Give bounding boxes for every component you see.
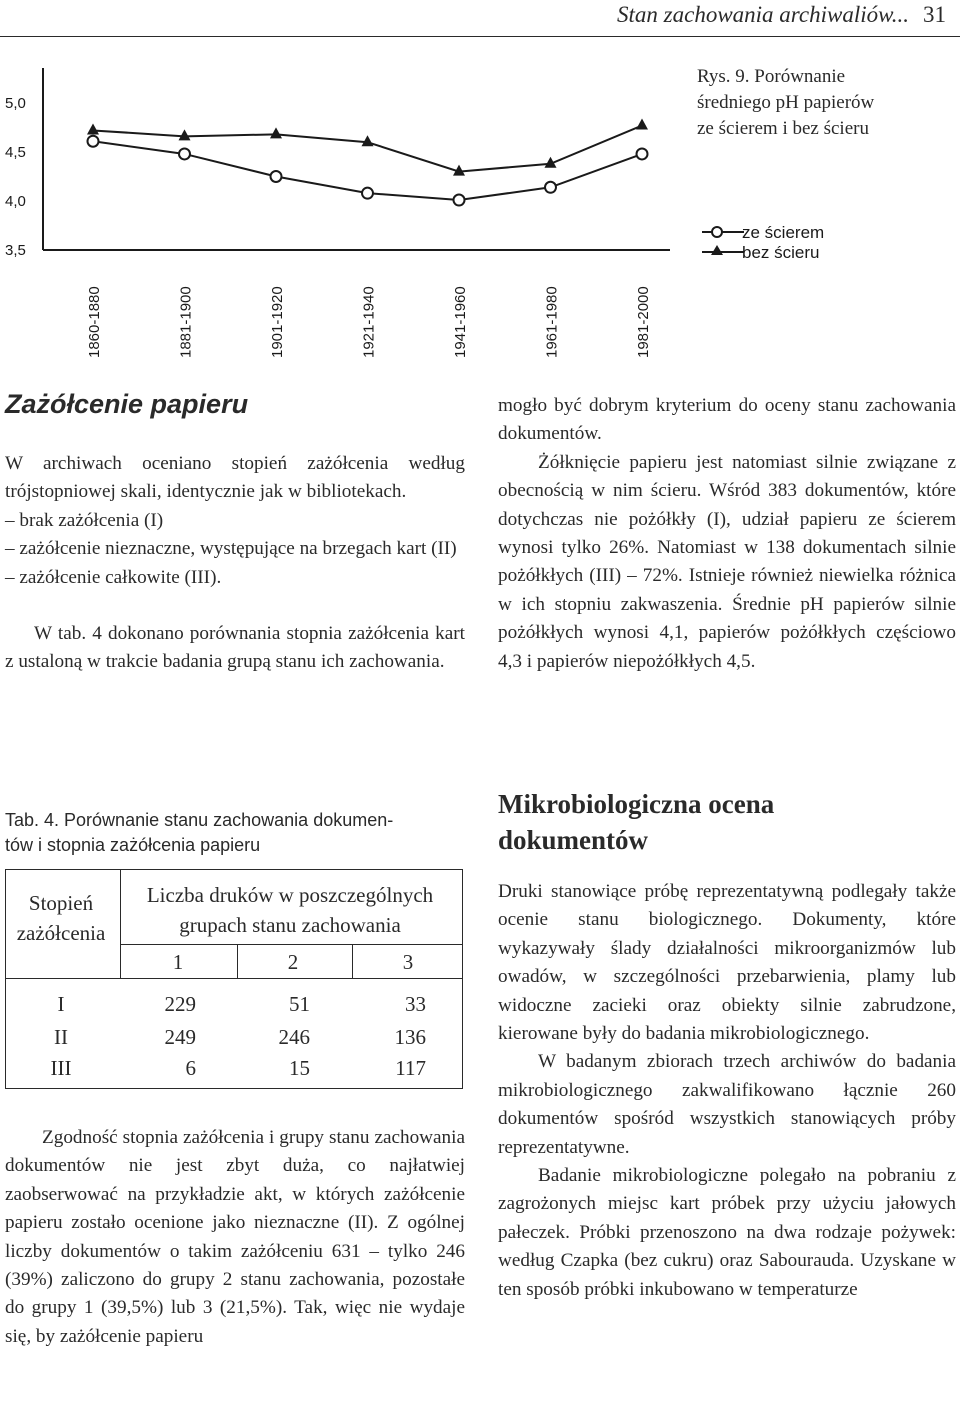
table-caption-line-2: tów i stopnia zażółcenia papieru xyxy=(5,835,261,855)
left-column xyxy=(5,450,465,677)
chart-axes xyxy=(43,68,670,250)
table-divider xyxy=(120,870,121,978)
x-category-label: 1860-1880 xyxy=(86,286,103,358)
table-cell: 249 xyxy=(164,1025,196,1049)
legend-label-ze-scierem: ze ścierem xyxy=(742,223,825,242)
table-column-header: 1 xyxy=(172,950,184,974)
table-cell: 33 xyxy=(405,992,426,1016)
y-tick-label: 5,0 xyxy=(5,95,26,112)
list-item: – zażółcenie nieznaczne, występujące na brzegach kart (II) xyxy=(5,538,457,560)
y-tick-label: 4,0 xyxy=(5,193,26,210)
section-heading-zazolcenie: Zażółcenie papieru xyxy=(5,389,249,419)
table-divider xyxy=(352,944,353,978)
table-cell: 51 xyxy=(289,992,310,1016)
table-caption-line-1: Tab. 4. Porównanie stanu zachowania dokumen- xyxy=(5,810,394,830)
data-point-circle xyxy=(545,182,556,193)
table-divider xyxy=(120,944,462,945)
table-caption xyxy=(5,808,465,858)
table-cell: 6 xyxy=(185,1056,196,1080)
x-category-labels xyxy=(86,286,652,358)
data-point-circle xyxy=(88,136,99,147)
table-header-stopien: Stopień zażółcenia xyxy=(16,891,106,945)
running-head-title: Stan zachowania archiwaliów... xyxy=(617,2,909,27)
table-column-header: 2 xyxy=(287,950,299,974)
data-point-circle xyxy=(362,188,373,199)
paragraph: Druki stanowiące próbę reprezentatywną podlegały także ocenie stanu biologicznego. Dokumenty, które wykazywały ślady działalności mikroorganizmów lub owadów, w szczególności przebarwienia, plamy lub widoczne zacieki oraz obiekty silnie zabrudzone, kierowane były do badania mikrobiologicznego. xyxy=(498,881,956,1045)
table-divider xyxy=(6,978,462,979)
table-cell: 246 xyxy=(278,1025,310,1049)
y-tick-label: 3,5 xyxy=(5,242,26,259)
header-rule xyxy=(0,36,960,37)
data-point-triangle xyxy=(270,127,282,138)
table-header-liczba: Liczba druków w poszczególnych grupach stanu zachowania xyxy=(146,883,434,937)
series-line-2 xyxy=(93,126,642,172)
data-point-triangle xyxy=(87,123,99,134)
yellowing-table xyxy=(5,869,463,1089)
data-point-triangle xyxy=(636,119,648,130)
series-markers xyxy=(87,119,648,206)
x-category-label: 1941-1960 xyxy=(452,286,469,358)
data-point-circle xyxy=(454,195,465,206)
y-tick-labels xyxy=(5,95,26,259)
data-point-triangle xyxy=(362,135,374,146)
paragraph: Żółknięcie papieru jest natomiast silnie związane z obecnością w nim ścieru. Wśród 383 dokumentów, które dotychczas nie pożółkły (I), udział papieru ze ścierem wynosi tylko 26%. Natomiast w 138 dokumentach silnie pożółkłych (III) – 72%. Istnieje również niewielka różnica w ich stopniu zakwaszenia. Średnie pH papierów silnie pożółkłych wynosi 4,1, papierów pożółkłych częściowo 4,3 i papierów niepożółkłych 4,5. xyxy=(498,451,956,672)
figure-caption xyxy=(697,64,874,142)
x-category-label: 1981-2000 xyxy=(635,286,652,358)
data-point-triangle xyxy=(179,129,191,140)
list-item: – zażółcenie całkowite (III). xyxy=(5,566,222,588)
x-category-label: 1921-1940 xyxy=(360,286,378,358)
right-column-bottom xyxy=(498,878,956,1304)
chart-legend xyxy=(702,223,824,262)
figure-caption-line-1: Rys. 9. Porównanie xyxy=(697,66,846,87)
table-row xyxy=(6,1025,462,1055)
table-cell: 136 xyxy=(394,1025,426,1049)
row-label: I xyxy=(57,992,65,1016)
table-row xyxy=(6,1056,462,1086)
table-cell: 117 xyxy=(395,1056,426,1080)
section-heading-mikrobiologiczna: Mikrobiologiczna ocena dokumentów xyxy=(498,789,775,855)
right-column xyxy=(498,392,956,676)
paragraph: Badanie mikrobiologiczne polegało na pobraniu z zagrożonych miejsc kart próbek przy użyciu jałowych pałeczek. Próbki przenoszono na dwa rodzaje pożywek: według Czapka (bez cukru) oraz Sabourauda. Uzyskane w ten sposób próbki inkubowano w temperaturze xyxy=(498,1165,956,1300)
data-point-circle xyxy=(179,148,190,159)
data-point-circle xyxy=(637,148,648,159)
row-label: II xyxy=(54,1025,68,1049)
legend-triangle-marker xyxy=(711,245,723,255)
running-head xyxy=(617,2,946,28)
table-column-header: 3 xyxy=(402,950,414,974)
legend-label-bez-scieru: bez ścieru xyxy=(742,243,820,262)
list-item: – brak zażółcenia (I) xyxy=(5,509,164,531)
figure-caption-line-2: średniego pH papierów xyxy=(697,92,875,113)
paragraph: W badanym zbiorach trzech archiwów do badania mikrobiologicznego zakwalifikowano łącznie 260 dokumentów spośród wszystkich stanowiących próby reprezentatywne. xyxy=(498,1051,956,1158)
left-column-bottom xyxy=(5,1124,465,1351)
legend-circle-marker xyxy=(712,227,722,237)
page-number: 31 xyxy=(923,2,946,27)
figure-caption-line-3: ze ścierem i bez ścieru xyxy=(697,118,869,139)
row-label: III xyxy=(50,1056,72,1080)
table-divider xyxy=(237,944,238,978)
paragraph: mogło być dobrym kryterium do oceny stanu zachowania dokumentów. xyxy=(498,395,956,445)
y-tick-label: 4,5 xyxy=(5,144,26,161)
table-cell: 15 xyxy=(289,1056,310,1080)
paragraph: Zgodność stopnia zażółcenia i grupy stanu zachowania dokumentów nie jest zbyt duża, co najłatwiej zaobserwować na przykładzie akt, w których zażółcenie papieru zostało ocenione jako nieznaczne (II). Z ogólnej liczby dokumentów o takim zażółceniu 631 – tylko 246 (39%) zaliczono do grupy 2 stanu zachowania, pozostałe do grupy 1 (39,5%) lub 3 (21,5%). Tak, więc nie wydaje się, by zażółcenie papieru xyxy=(5,1127,465,1347)
paragraph: W tab. 4 dokonano porównania stopnia zażółcenia kart z ustaloną w trakcie badania grupą stanu ich zachowania. xyxy=(5,623,465,673)
paragraph: W archiwach oceniano stopień zażółcenia według trójstopniowej skali, identycznie jak w bibliotekach. xyxy=(5,453,465,503)
data-point-circle xyxy=(271,171,282,182)
x-category-label: 1901-1920 xyxy=(269,286,286,358)
table-row xyxy=(6,992,462,1022)
table-cell: 229 xyxy=(164,992,196,1016)
x-category-label: 1961-1980 xyxy=(543,286,561,358)
x-category-label: 1881-1900 xyxy=(177,286,195,358)
